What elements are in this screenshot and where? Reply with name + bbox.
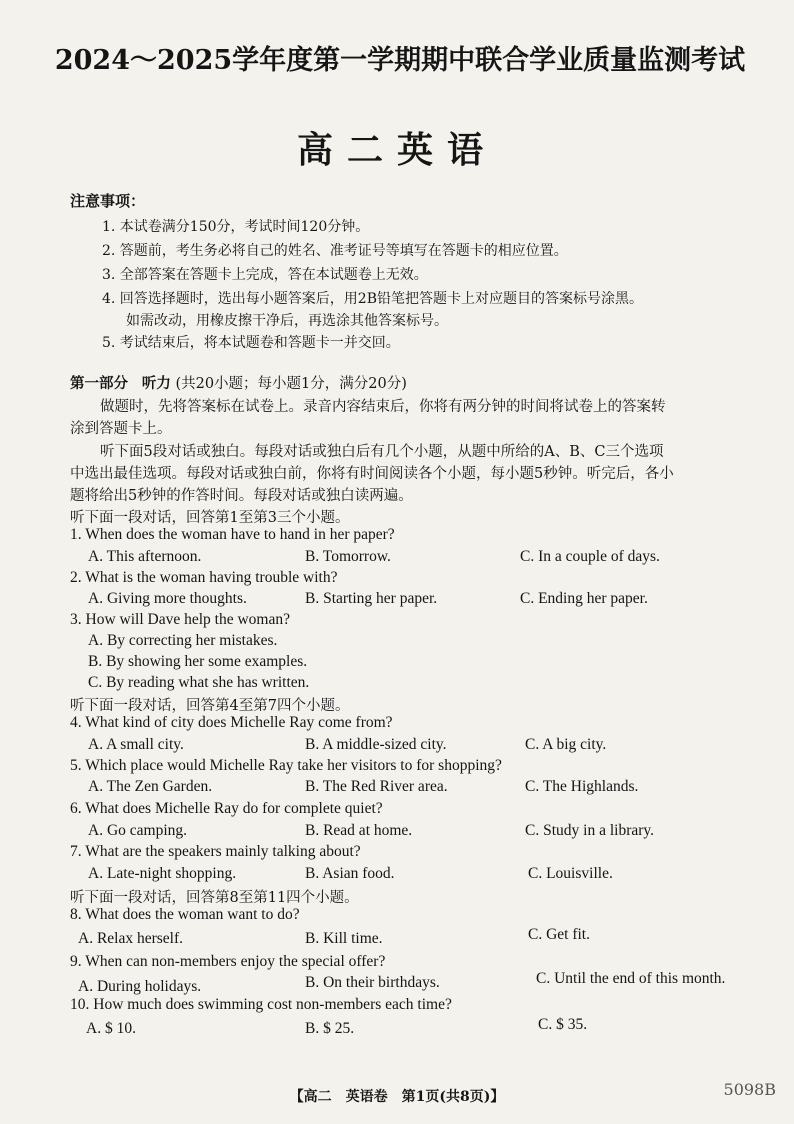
option-b: B. $ 25. <box>305 1020 355 1037</box>
option-a: A. During holidays. <box>78 978 202 995</box>
note-item: 如需改动，用橡皮擦干净后，再选涂其他答案标号。 <box>126 313 448 329</box>
note-item: 4. 回答选择题时，选出每小题答案后，用2B铅笔把答题卡上对应题目的答案标号涂黑。 <box>102 291 644 307</box>
option-c: C. Louisville. <box>528 865 613 882</box>
option-b: B. By showing her some examples. <box>88 653 308 670</box>
note-item: 3. 全部答案在答题卡上完成，答在本试题卷上无效。 <box>102 267 428 283</box>
option-c: C. The Highlands. <box>525 778 639 795</box>
group-instruction: 听下面一段对话，回答第1至第3三个小题。 <box>70 510 350 526</box>
instruction-line: 听下面5段对话或独白。每段对话或独白后有几个小题，从题中所给的A、B、C三个选项 <box>100 444 664 460</box>
option-b: B. Tomorrow. <box>305 548 391 565</box>
option-a: A. Late-night shopping. <box>88 865 237 882</box>
exam-code: 5098B <box>723 1080 776 1099</box>
option-a: A. Giving more thoughts. <box>88 590 247 607</box>
group-instruction: 听下面一段对话，回答第4至第7四个小题。 <box>70 698 350 714</box>
section-part: 第一部分 <box>70 376 128 392</box>
question-text: 10. How much does swimming cost non-members each time? <box>70 996 452 1013</box>
exam-title: 2024～2025学年度第一学期期中联合学业质量监测考试 <box>54 45 746 76</box>
option-c: C. In a couple of days. <box>520 548 660 565</box>
question-text: 2. What is the woman having trouble with? <box>70 569 338 586</box>
question-text: 6. What does Michelle Ray do for complete quiet? <box>70 800 383 817</box>
instruction-line: 题将给出5秒钟的作答时间。每段对话或独白读两遍。 <box>70 488 413 504</box>
question-text: 3. How will Dave help the woman? <box>70 611 290 628</box>
page-footer: 【高二 英语卷 第1页(共8页)】 <box>289 1089 505 1105</box>
option-a: A. $ 10. <box>86 1020 136 1037</box>
section-detail: (共20小题；每小题1分，满分20分) <box>175 376 407 392</box>
instruction-line: 涂到答题卡上。 <box>70 421 172 437</box>
instruction-line: 中选出最佳选项。每段对话或独白前，你将有时间阅读各个小题，每小题5秒钟。听完后，各小 <box>70 466 674 482</box>
option-a: A. The Zen Garden. <box>88 778 213 795</box>
option-c: C. Get fit. <box>528 926 590 943</box>
option-c: C. $ 35. <box>538 1016 588 1033</box>
option-a: A. Relax herself. <box>78 930 184 947</box>
note-item: 2. 答题前，考生务必将自己的姓名、准考证号等填写在答题卡的相应位置。 <box>102 243 568 259</box>
question-text: 9. When can non-members enjoy the special offer? <box>70 953 386 970</box>
option-a: A. This afternoon. <box>88 548 202 565</box>
option-c: C. A big city. <box>525 736 607 753</box>
question-text: 5. Which place would Michelle Ray take her visitors to for shopping? <box>70 757 502 774</box>
question-text: 8. What does the woman want to do? <box>70 906 300 923</box>
option-a: A. By correcting her mistakes. <box>88 632 278 649</box>
option-c: C. Until the end of this month. <box>536 970 726 987</box>
instruction-line: 做题时，先将答案标在试卷上。录音内容结束后，你将有两分钟的时间将试卷上的答案转 <box>100 399 666 415</box>
question-text: 1. When does the woman have to hand in her paper? <box>70 526 395 543</box>
note-item: 5. 考试结束后，将本试题卷和答题卡一并交回。 <box>102 335 400 351</box>
option-a: A. Go camping. <box>88 822 188 839</box>
option-b: B. Starting her paper. <box>305 590 438 607</box>
note-item: 1. 本试卷满分150分，考试时间120分钟。 <box>102 219 370 235</box>
option-b: B. The Red River area. <box>305 778 448 795</box>
option-c: C. Study in a library. <box>525 822 655 839</box>
group-instruction: 听下面一段对话，回答第8至第11四个小题。 <box>70 890 359 906</box>
option-c: C. By reading what she has written. <box>88 674 310 691</box>
subject-title: 高二英语 <box>296 129 497 171</box>
option-c: C. Ending her paper. <box>520 590 648 607</box>
option-b: B. A middle-sized city. <box>305 736 447 753</box>
option-a: A. A small city. <box>88 736 184 753</box>
option-b: B. Kill time. <box>305 930 383 947</box>
option-b: B. Read at home. <box>305 822 413 839</box>
section-name: 听力 <box>141 376 171 392</box>
question-text: 7. What are the speakers mainly talking about? <box>70 843 361 860</box>
notes-heading: 注意事项： <box>70 192 146 210</box>
option-b: B. Asian food. <box>305 865 395 882</box>
option-b: B. On their birthdays. <box>305 974 440 991</box>
section-heading <box>70 372 407 393</box>
question-text: 4. What kind of city does Michelle Ray come from? <box>70 714 393 731</box>
